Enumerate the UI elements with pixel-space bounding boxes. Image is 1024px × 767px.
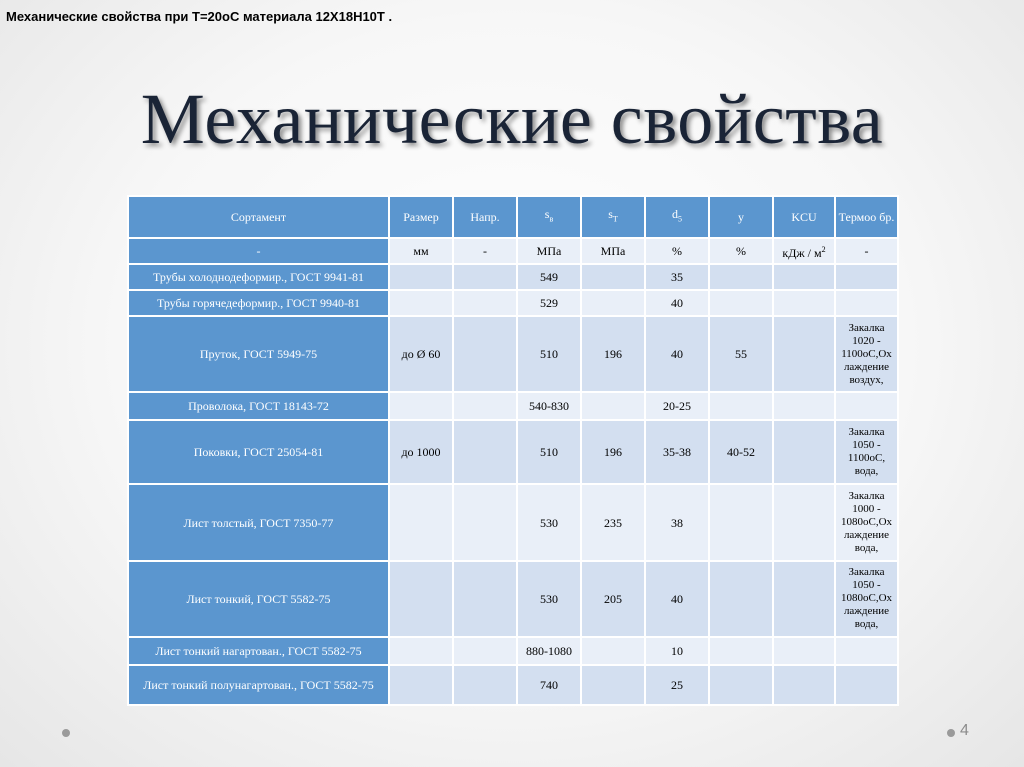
row-name-cell: Поковки, ГОСТ 25054-81	[128, 420, 389, 484]
col-header-sigma-t: $s_T$	[581, 196, 645, 238]
unit-cell: -	[835, 238, 898, 264]
nav-dot-right	[947, 729, 955, 737]
table-cell: 530	[517, 561, 581, 637]
row-name-cell: Лист тонкий полунагартован., ГОСТ 5582-75	[128, 665, 389, 705]
table-cell: до 1000	[389, 420, 453, 484]
table-cell	[389, 290, 453, 316]
header-caption: Механические свойства при Т=20oC материала 12Х18Н10Т .	[6, 9, 393, 24]
unit-cell: мм	[389, 238, 453, 264]
heat-treatment-cell: Закалка 1020 - 1100oC,Ох лаждение воздух,	[835, 316, 898, 392]
unit-cell: МПа	[517, 238, 581, 264]
table-cell	[709, 392, 773, 420]
table-cell: 205	[581, 561, 645, 637]
units-row	[128, 238, 898, 264]
table-cell: 510	[517, 420, 581, 484]
table-cell: 740	[517, 665, 581, 705]
col-header-delta5: $d_5$	[645, 196, 709, 238]
table-cell: 40	[645, 316, 709, 392]
table-cell: 55	[709, 316, 773, 392]
table-cell	[773, 484, 835, 560]
table-cell: 40	[645, 561, 709, 637]
table-cell	[389, 264, 453, 290]
col-header-psi: y	[709, 196, 773, 238]
table-cell	[453, 290, 517, 316]
row-name-cell: Трубы холоднодеформир., ГОСТ 9941-81	[128, 264, 389, 290]
header-row	[128, 196, 898, 238]
table-cell: 40	[645, 290, 709, 316]
unit-cell: -	[453, 238, 517, 264]
table-cell	[773, 637, 835, 665]
heat-treatment-cell	[835, 264, 898, 290]
heat-treatment-cell: Закалка 1000 - 1080oC,Ох лаждение вода,	[835, 484, 898, 560]
table-row	[128, 264, 898, 290]
table-cell	[773, 420, 835, 484]
table-cell	[709, 290, 773, 316]
table-cell	[773, 392, 835, 420]
table-cell	[709, 484, 773, 560]
table-cell: 35	[645, 264, 709, 290]
table-cell	[581, 264, 645, 290]
table-cell: 549	[517, 264, 581, 290]
table-cell: 880-1080	[517, 637, 581, 665]
table-cell	[453, 665, 517, 705]
table-cell	[453, 264, 517, 290]
table-row	[128, 290, 898, 316]
properties-table	[127, 195, 899, 706]
table-cell: до Ø 60	[389, 316, 453, 392]
table-cell	[453, 484, 517, 560]
table-cell	[773, 290, 835, 316]
table-cell: 10	[645, 637, 709, 665]
table-row	[128, 637, 898, 665]
table-cell	[773, 264, 835, 290]
row-name-cell: Пруток, ГОСТ 5949-75	[128, 316, 389, 392]
table-row	[128, 420, 898, 484]
nav-dot-left	[62, 729, 70, 737]
row-name-cell: Лист тонкий, ГОСТ 5582-75	[128, 561, 389, 637]
table-cell	[773, 665, 835, 705]
table-cell	[389, 665, 453, 705]
table-cell	[389, 637, 453, 665]
table-row	[128, 316, 898, 392]
table-cell	[709, 561, 773, 637]
col-header-kcu: KCU	[773, 196, 835, 238]
table-cell	[709, 665, 773, 705]
table-cell	[709, 264, 773, 290]
table-cell: 196	[581, 420, 645, 484]
table-cell: 20-25	[645, 392, 709, 420]
row-name-cell: Лист толстый, ГОСТ 7350-77	[128, 484, 389, 560]
unit-cell: %	[709, 238, 773, 264]
table-cell	[773, 316, 835, 392]
table-row	[128, 392, 898, 420]
table-cell	[453, 561, 517, 637]
table-cell	[389, 561, 453, 637]
unit-cell: кДж / $м^2$	[773, 238, 835, 264]
table-cell: 40-52	[709, 420, 773, 484]
col-header-heat-treatment: Термоо бр.	[835, 196, 898, 238]
row-name-cell: Лист тонкий нагартован., ГОСТ 5582-75	[128, 637, 389, 665]
table-cell	[773, 561, 835, 637]
page-number: 4	[960, 722, 969, 739]
col-header-sortament: Сортамент	[128, 196, 389, 238]
table-cell	[453, 637, 517, 665]
table-cell: 235	[581, 484, 645, 560]
heat-treatment-cell	[835, 637, 898, 665]
table-cell: 510	[517, 316, 581, 392]
properties-table-container	[127, 195, 897, 706]
table-cell: 540-830	[517, 392, 581, 420]
row-name-cell: Трубы горячедеформир., ГОСТ 9940-81	[128, 290, 389, 316]
slide-title: Механические свойства	[140, 79, 884, 159]
table-cell: 196	[581, 316, 645, 392]
unit-cell: -	[128, 238, 389, 264]
table-cell	[453, 420, 517, 484]
table-cell	[453, 316, 517, 392]
heat-treatment-cell	[835, 392, 898, 420]
table-cell	[389, 392, 453, 420]
row-name-cell: Проволока, ГОСТ 18143-72	[128, 392, 389, 420]
table-cell: 25	[645, 665, 709, 705]
table-cell	[709, 637, 773, 665]
table-cell	[581, 637, 645, 665]
col-header-size: Размер	[389, 196, 453, 238]
heat-treatment-cell	[835, 290, 898, 316]
unit-cell: МПа	[581, 238, 645, 264]
heat-treatment-cell	[835, 665, 898, 705]
table-cell: 35-38	[645, 420, 709, 484]
table-cell	[389, 484, 453, 560]
table-cell: 38	[645, 484, 709, 560]
col-header-direction: Напр.	[453, 196, 517, 238]
table-cell: 530	[517, 484, 581, 560]
table-cell	[581, 290, 645, 316]
table-row	[128, 561, 898, 637]
table-cell	[453, 392, 517, 420]
unit-cell: %	[645, 238, 709, 264]
heat-treatment-cell: Закалка 1050 - 1080oC,Ох лаждение вода,	[835, 561, 898, 637]
table-row	[128, 665, 898, 705]
heat-treatment-cell: Закалка 1050 - 1100oC, вода,	[835, 420, 898, 484]
table-row	[128, 484, 898, 560]
table-cell: 529	[517, 290, 581, 316]
table-cell	[581, 392, 645, 420]
col-header-sigma-b: $s_в$	[517, 196, 581, 238]
table-cell	[581, 665, 645, 705]
